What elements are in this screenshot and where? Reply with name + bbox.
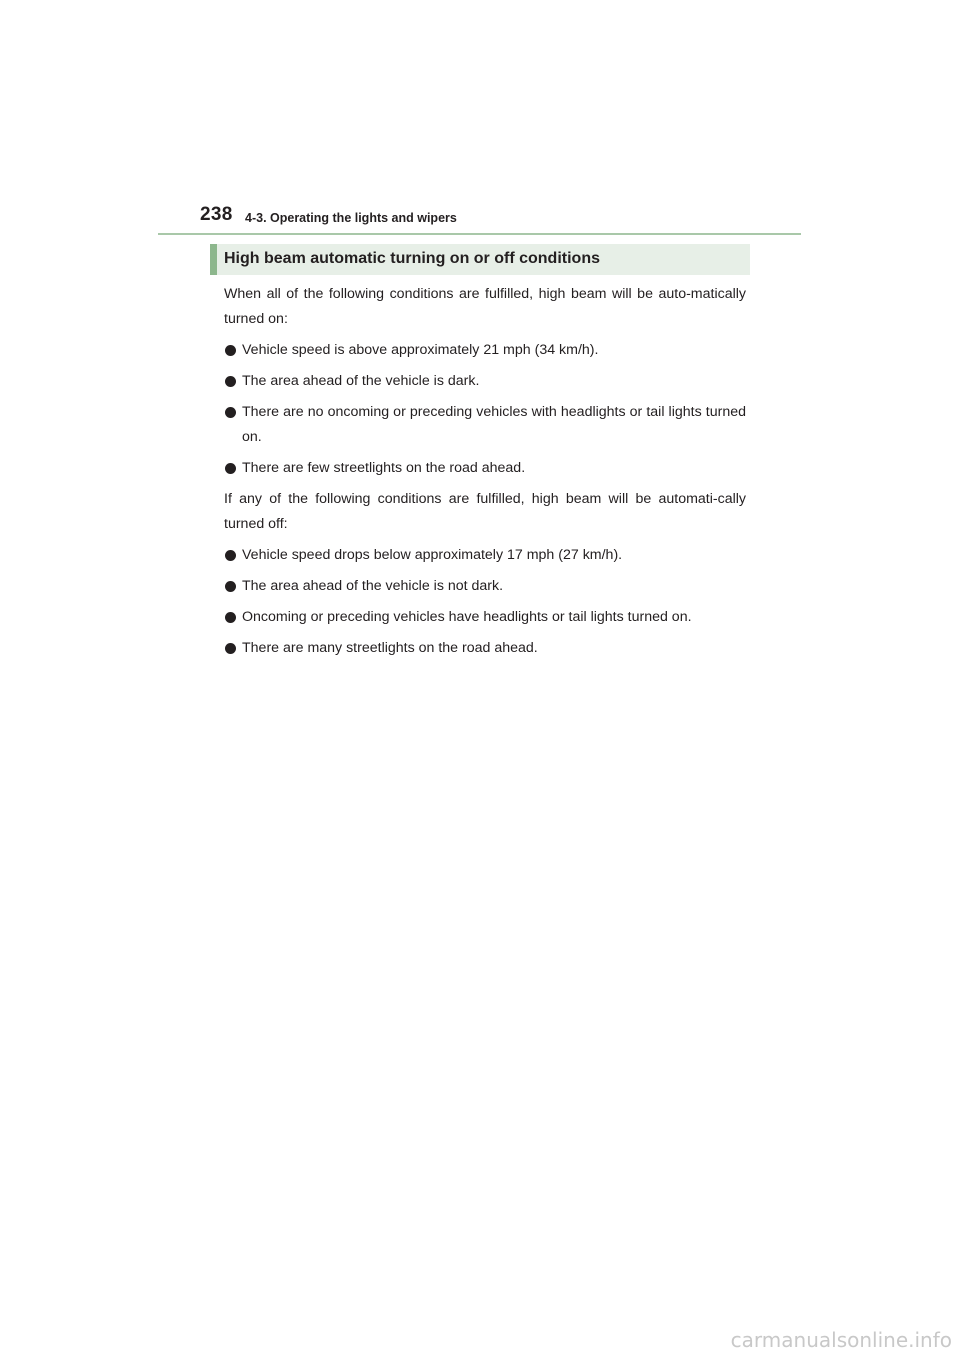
- list-item-text: The area ahead of the vehicle is dark.: [242, 373, 480, 389]
- on-conditions-intro: When all of the following conditions are fulfilled, high beam will be auto-matically turned on:: [224, 286, 746, 327]
- bullet-icon: [225, 643, 236, 654]
- list-item-text: Vehicle speed drops below approximately 17 mph (27 km/h).: [242, 547, 623, 563]
- bullet-icon: [225, 463, 236, 474]
- section-content: [224, 282, 746, 667]
- on-conditions-list: [224, 338, 746, 481]
- list-item: [224, 574, 746, 599]
- list-item: [224, 456, 746, 481]
- list-item: [224, 543, 746, 568]
- bullet-icon: [225, 550, 236, 561]
- chapter-heading: 4-3. Operating the lights and wipers: [245, 211, 457, 225]
- bullet-icon: [225, 612, 236, 623]
- header-divider: [158, 233, 801, 235]
- watermark: carmanualsonline.info: [730, 1328, 952, 1352]
- list-item-text: There are no oncoming or preceding vehicles with headlights or tail lights turned on.: [242, 404, 746, 445]
- list-item-text: There are many streetlights on the road ahead.: [242, 640, 538, 656]
- list-item: [224, 636, 746, 661]
- page-number: 238: [200, 204, 233, 225]
- bullet-icon: [225, 407, 236, 418]
- list-item-text: There are few streetlights on the road ahead.: [242, 460, 526, 476]
- bullet-icon: [225, 345, 236, 356]
- section-title: High beam automatic turning on or off conditions: [224, 250, 600, 267]
- list-item: [224, 605, 746, 630]
- list-item: [224, 369, 746, 394]
- list-item: [224, 400, 746, 450]
- bullet-icon: [225, 581, 236, 592]
- list-item-text: The area ahead of the vehicle is not dark.: [242, 578, 504, 594]
- list-item-text: Vehicle speed is above approximately 21 mph (34 km/h).: [242, 342, 599, 358]
- off-conditions-intro: If any of the following conditions are fulfilled, high beam will be automati-cally turned off:: [224, 491, 746, 532]
- list-item-text: Oncoming or preceding vehicles have headlights or tail lights turned on.: [242, 609, 692, 625]
- list-item: [224, 338, 746, 363]
- bullet-icon: [225, 376, 236, 387]
- off-conditions-list: [224, 543, 746, 661]
